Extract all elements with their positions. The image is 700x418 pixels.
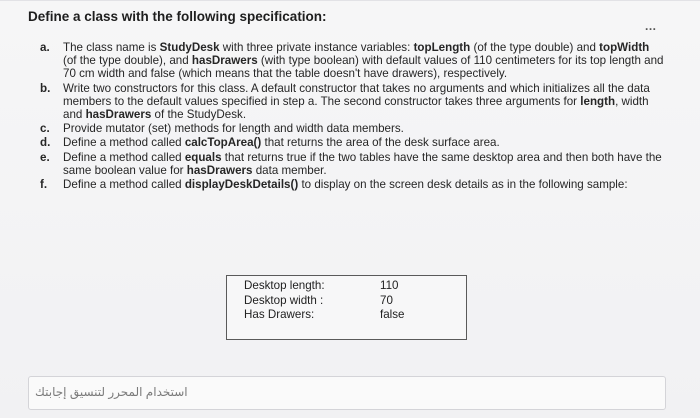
item-text-run: (with type boolean) with default values of 110 centimeters for its top length and 70 cm width and false (which means that the table doesn't have drawers), respectively. (63, 54, 664, 81)
item-text-run: (of the type double), and (63, 54, 192, 68)
specification-item (40, 41, 666, 81)
answer-input-placeholder: استخدام المحرر لتنسيق إجابتك (35, 385, 188, 399)
item-marker: f. (40, 178, 48, 192)
more-options-icon[interactable]: ... (645, 19, 657, 33)
item-keyword: hasDrawers (85, 108, 152, 122)
item-text-run: with three private instance variables: (219, 41, 414, 54)
item-text-run: The class name is (63, 41, 160, 54)
item-text-run: Define a method called (63, 178, 185, 192)
item-text-run: Write two constructors for this class. A default constructor that takes no arguments and which initializes all the data members to the default values specified in step a. The second constructor takes three arguments for (63, 81, 650, 108)
sample-value: 110 (380, 279, 399, 292)
specification-item (40, 82, 666, 122)
item-keyword: equals (184, 150, 222, 164)
item-text-run: Define a method called (63, 150, 185, 164)
item-marker: a. (40, 41, 50, 54)
item-text (63, 136, 666, 149)
item-text-run: to display on the screen desk details as in the following sample: (298, 178, 628, 192)
sample-value: false (380, 308, 405, 322)
item-text-run: of the StudyDesk. (151, 108, 247, 122)
item-keyword: topLength (413, 41, 471, 54)
specification-list (40, 41, 666, 192)
item-keyword: length (580, 94, 616, 108)
sample-label: Has Drawers: (244, 308, 315, 322)
item-marker: e. (40, 150, 50, 164)
item-text (63, 178, 666, 191)
sample-label: Desktop length: (244, 279, 325, 292)
answer-input[interactable] (28, 376, 666, 410)
item-text (63, 82, 666, 122)
item-text (63, 41, 666, 81)
item-text-run: data member. (252, 163, 327, 177)
sample-labels (244, 279, 325, 323)
item-keyword: StudyDesk (159, 41, 220, 54)
item-text-run: that returns the area of the desk surface area. (261, 136, 500, 150)
question-heading: Define a class with the following specification: (28, 9, 327, 24)
sample-values (380, 279, 405, 323)
item-marker: b. (40, 81, 51, 95)
sample-label: Desktop width : (244, 293, 324, 307)
item-keyword: hasDrawers (186, 163, 253, 177)
item-text (63, 122, 666, 135)
specification-item (40, 136, 666, 149)
item-text (63, 151, 666, 177)
item-keyword: calcTopArea() (184, 136, 262, 150)
specification-item (40, 151, 666, 177)
item-keyword: displayDeskDetails() (184, 178, 299, 192)
item-text-run: that returns true if the two tables have the same desktop area and then both have the same boolean value for (63, 150, 662, 177)
item-text-run: Define a method called (63, 136, 185, 150)
item-marker: c. (40, 122, 50, 136)
item-text-run: , width and (63, 94, 649, 122)
item-text-run: Provide mutator (set) methods for length and width data members. (63, 122, 404, 136)
specification-item (40, 178, 666, 191)
specification-item (40, 122, 666, 135)
item-marker: d. (40, 136, 51, 150)
sample-value: 70 (380, 293, 393, 307)
sample-output-box (226, 275, 467, 340)
item-keyword: hasDrawers (191, 54, 258, 68)
item-keyword: topWidth (599, 41, 650, 54)
item-text-run: (of the type double) and (470, 41, 600, 54)
